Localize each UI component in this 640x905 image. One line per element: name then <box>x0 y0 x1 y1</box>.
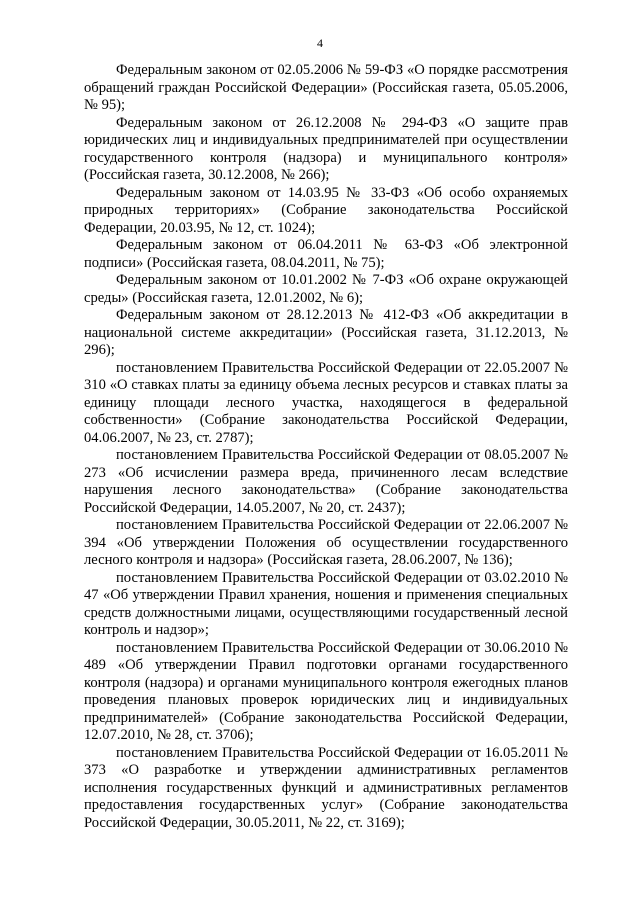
document-body <box>84 62 568 832</box>
government-decree-paragraph: постановлением Правительства Российской Федерации от 22.06.2007 № 394 «Об утверждении Положения об осуществлении государственного лесного контроля и надзора» (Российская газета, 28.06.2007, № 136); <box>84 517 568 568</box>
government-decree-paragraph: постановлением Правительства Российской Федерации от 03.02.2010 № 47 «Об утверждении Правил хранения, ношения и применения специальных средств должностными лицами, осуществляющими государственный лесной контроль и надзор»; <box>84 569 568 638</box>
government-decree-paragraph: постановлением Правительства Российской Федерации от 30.06.2010 № 489 «Об утверждении Правил подготовки органами государственного контроля (надзора) и органами муниципального контроля ежегодных планов проведения плановых проверок юридических лиц и индивидуальных предпринимателей» (Собрание законодательства Российской Федерации, 12.07.2010, № 28, ст. 3706); <box>84 639 568 743</box>
law-reference-paragraph: Федеральным законом от 02.05.2006 № 59-ФЗ «О порядке рассмотрения обращений граждан Российской Федерации» (Российская газета, 05.05.2006, № 95); <box>84 62 568 113</box>
government-decree-paragraph: постановлением Правительства Российской Федерации от 22.05.2007 № 310 «О ставках платы за единицу объема лесных ресурсов и ставках платы за единицу площади лесного участка, находящегося в федеральной собственности» (Собрание законодательства Российской Федерации, 04.06.2007, № 23, ст. 2787); <box>84 359 568 446</box>
law-reference-paragraph: Федеральным законом от 14.03.95 № 33-ФЗ «Об особо охраняемых природных территориях» (Собрание законодательства Российской Федерации, 20.03.95, № 12, ст. 1024); <box>84 184 568 236</box>
government-decree-paragraph: постановлением Правительства Российской Федерации от 16.05.2011 № 373 «О разработке и утверждении административных регламентов исполнения государственных функций и административных регламентов предоставления государственных услуг» (Собрание законодательства Российской Федерации, 30.05.2011, № 22, ст. 3169); <box>84 744 568 831</box>
page-number: 4 <box>317 36 323 50</box>
law-reference-paragraph: Федеральным законом от 26.12.2008 № 294-ФЗ «О защите прав юридических лиц и индивидуальных предпринимателей при осуществлении государственного контроля (надзора) и муниципального контроля» (Российская газета, 30.12.2008, № 266); <box>84 114 568 183</box>
government-decree-paragraph: постановлением Правительства Российской Федерации от 08.05.2007 № 273 «Об исчислении размера вреда, причиненного лесам вследствие нарушения лесного законодательства» (Собрание законодательства Российской Федерации, 14.05.2007, № 20, ст. 2437); <box>84 447 568 516</box>
law-reference-paragraph: Федеральным законом от 10.01.2002 № 7-ФЗ «Об охране окружающей среды» (Российская газета, 12.01.2002, № 6); <box>84 272 568 306</box>
law-reference-paragraph: Федеральным законом от 28.12.2013 № 412-ФЗ «Об аккредитации в национальной системе аккредитации» (Российская газета, 31.12.2013, № 296); <box>84 307 568 358</box>
law-reference-paragraph: Федеральным законом от 06.04.2011 № 63-ФЗ «Об электронной подписи» (Российская газета, 08.04.2011, № 75); <box>84 237 568 271</box>
